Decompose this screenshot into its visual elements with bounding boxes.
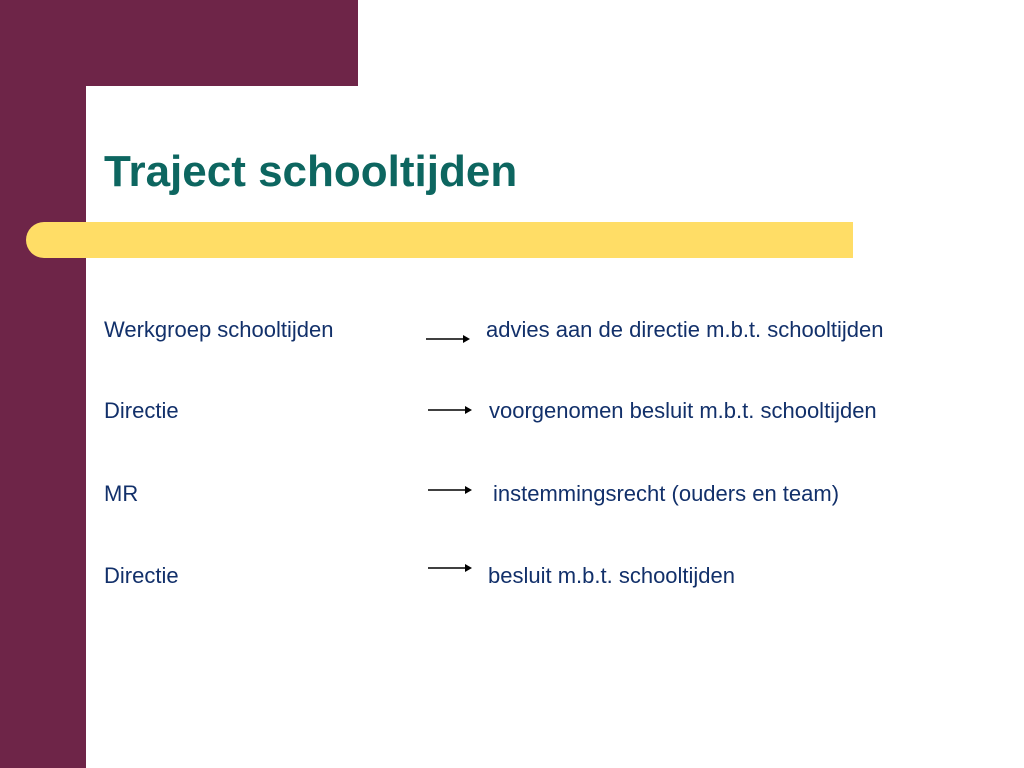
flow-row <box>0 396 1024 426</box>
arrow-right-icon <box>427 404 473 416</box>
arrow-right-icon <box>427 562 473 574</box>
top-accent-block <box>0 0 358 86</box>
row-outcome: voorgenomen besluit m.b.t. schooltijden <box>489 398 877 423</box>
row-actor: Directie <box>104 563 179 588</box>
slide-title: Traject schooltijden <box>104 147 518 196</box>
arrow-right-icon <box>425 333 471 345</box>
title-highlight-bar <box>26 222 853 258</box>
row-actor: Directie <box>104 398 179 423</box>
flow-row <box>0 315 1024 345</box>
flow-row <box>0 479 1024 509</box>
left-accent-bar <box>0 0 86 768</box>
row-actor: Werkgroep schooltijden <box>104 317 334 342</box>
row-actor: MR <box>104 481 139 506</box>
row-outcome: instemmingsrecht (ouders en team) <box>493 481 840 506</box>
arrow-right-icon <box>427 484 473 496</box>
row-outcome: besluit m.b.t. schooltijden <box>488 563 736 588</box>
row-outcome: advies aan de directie m.b.t. schooltijden <box>486 317 884 342</box>
flow-row <box>0 561 1024 591</box>
